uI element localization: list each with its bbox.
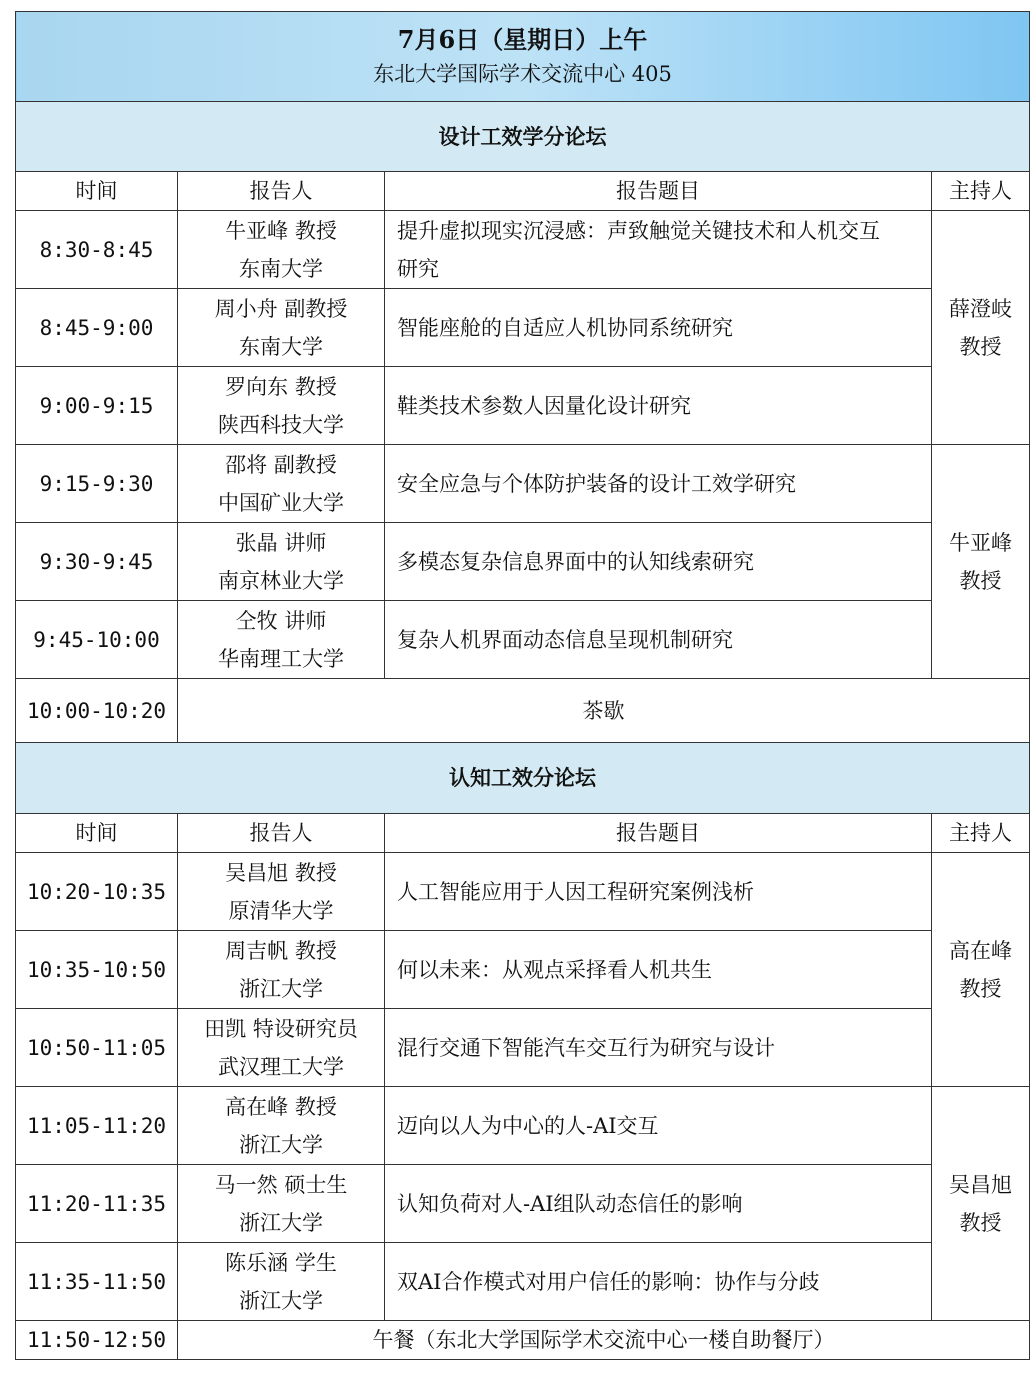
speaker-cell (178, 1243, 385, 1321)
topic-text: 智能座舱的自适应人机协同系统研究 (385, 289, 932, 367)
speaker-cell (178, 211, 385, 289)
topic-text: 何以未来：从观点采择看人机共生 (385, 931, 932, 1009)
host-name: 薛澄岐 (949, 296, 1012, 321)
table-row (16, 445, 1030, 523)
speaker-affiliation: 武汉理工大学 (218, 1054, 344, 1079)
speaker-affiliation: 陕西科技大学 (218, 412, 344, 437)
speaker-name: 马一然 硕士生 (214, 1172, 348, 1197)
speaker-cell (178, 445, 385, 523)
speaker-name: 仝牧 讲师 (235, 608, 327, 633)
host-name: 吴昌旭 (949, 1172, 1012, 1197)
speaker-cell (178, 931, 385, 1009)
lunch-row (16, 1321, 1030, 1360)
col-header-speaker: 报告人 (178, 172, 385, 211)
speaker-cell (178, 1087, 385, 1165)
table-row (16, 1009, 1030, 1087)
host-title: 教授 (959, 1210, 1002, 1235)
session-title: 7月6日（星期日）上午 (397, 24, 648, 54)
forum-title: 认知工效分论坛 (16, 743, 1030, 814)
time-cell: 8:45-9:00 (16, 289, 178, 367)
speaker-affiliation: 浙江大学 (239, 1288, 323, 1313)
speaker-affiliation: 东南大学 (239, 256, 323, 281)
topic-text: 复杂人机界面动态信息呈现机制研究 (385, 601, 932, 679)
table-row (16, 853, 1030, 931)
time-cell: 11:05-11:20 (16, 1087, 178, 1165)
speaker-affiliation: 浙江大学 (239, 1132, 323, 1157)
host-title: 教授 (959, 334, 1002, 359)
session-header (16, 12, 1030, 102)
host-cell (932, 445, 1030, 679)
topic-text: 鞋类技术参数人因量化设计研究 (385, 367, 932, 445)
session-venue: 东北大学国际学术交流中心 405 (373, 61, 672, 86)
table-row (16, 1087, 1030, 1165)
speaker-name: 陈乐涵 学生 (225, 1250, 337, 1275)
speaker-name: 张晶 讲师 (235, 530, 327, 555)
break-label: 茶歇 (178, 679, 1030, 743)
break-row (16, 679, 1030, 743)
host-title: 教授 (959, 568, 1002, 593)
speaker-affiliation: 原清华大学 (228, 898, 334, 923)
table-row (16, 211, 1030, 289)
speaker-affiliation: 东南大学 (239, 334, 323, 359)
time-cell: 9:45-10:00 (16, 601, 178, 679)
time-cell: 8:30-8:45 (16, 211, 178, 289)
speaker-name: 牛亚峰 教授 (225, 218, 337, 243)
topic-text: 人工智能应用于人因工程研究案例浅析 (385, 853, 932, 931)
col-header-topic: 报告题目 (385, 172, 932, 211)
speaker-cell (178, 367, 385, 445)
table-row (16, 289, 1030, 367)
host-name: 牛亚峰 (949, 530, 1012, 555)
host-cell (932, 1087, 1030, 1321)
topic-text: 安全应急与个体防护装备的设计工效学研究 (385, 445, 932, 523)
time-cell: 11:35-11:50 (16, 1243, 178, 1321)
topic-text: 迈向以人为中心的人-AI交互 (385, 1087, 932, 1165)
table-row (16, 523, 1030, 601)
time-cell: 9:15-9:30 (16, 445, 178, 523)
schedule-table (15, 11, 1030, 1360)
speaker-affiliation: 中国矿业大学 (218, 490, 344, 515)
speaker-name: 周小舟 副教授 (214, 296, 348, 321)
col-header-topic: 报告题目 (385, 814, 932, 853)
topic-text: 双AI合作模式对用户信任的影响：协作与分歧 (385, 1243, 932, 1321)
speaker-name: 田凯 特设研究员 (204, 1016, 358, 1041)
topic-text: 多模态复杂信息界面中的认知线索研究 (385, 523, 932, 601)
table-row (16, 367, 1030, 445)
lunch-label: 午餐（东北大学国际学术交流中心一楼自助餐厅） (178, 1321, 1030, 1360)
topic-cell (385, 211, 932, 289)
time-cell: 11:20-11:35 (16, 1165, 178, 1243)
speaker-cell (178, 523, 385, 601)
host-name: 高在峰 (949, 938, 1012, 963)
time-cell: 10:20-10:35 (16, 853, 178, 931)
speaker-cell (178, 1009, 385, 1087)
host-cell (932, 853, 1030, 1087)
col-header-host: 主持人 (932, 814, 1030, 853)
speaker-cell (178, 853, 385, 931)
speaker-cell (178, 1165, 385, 1243)
speaker-affiliation: 华南理工大学 (218, 646, 344, 671)
table-row (16, 1243, 1030, 1321)
table-row (16, 1165, 1030, 1243)
col-header-time: 时间 (16, 172, 178, 211)
speaker-affiliation: 南京林业大学 (218, 568, 344, 593)
host-title: 教授 (959, 976, 1002, 1001)
time-cell: 9:00-9:15 (16, 367, 178, 445)
time-cell: 10:50-11:05 (16, 1009, 178, 1087)
speaker-cell (178, 601, 385, 679)
speaker-name: 吴昌旭 教授 (225, 860, 337, 885)
topic-text: 提升虚拟现实沉浸感：声致触觉关键技术和人机交互 (397, 218, 880, 243)
break-time: 10:00-10:20 (16, 679, 178, 743)
forum-title: 设计工效学分论坛 (16, 102, 1030, 172)
speaker-affiliation: 浙江大学 (239, 1210, 323, 1235)
speaker-affiliation: 浙江大学 (239, 976, 323, 1001)
time-cell: 10:35-10:50 (16, 931, 178, 1009)
col-header-time: 时间 (16, 814, 178, 853)
time-cell: 9:30-9:45 (16, 523, 178, 601)
table-row (16, 931, 1030, 1009)
topic-text-continued: 研究 (397, 256, 439, 281)
speaker-name: 高在峰 教授 (225, 1094, 337, 1119)
table-row (16, 601, 1030, 679)
speaker-name: 邵将 副教授 (225, 452, 337, 477)
speaker-name: 罗向东 教授 (225, 374, 337, 399)
lunch-time: 11:50-12:50 (16, 1321, 178, 1360)
host-cell (932, 211, 1030, 445)
col-header-host: 主持人 (932, 172, 1030, 211)
topic-text: 认知负荷对人-AI组队动态信任的影响 (385, 1165, 932, 1243)
topic-text: 混行交通下智能汽车交互行为研究与设计 (385, 1009, 932, 1087)
speaker-name: 周吉帆 教授 (225, 938, 337, 963)
col-header-speaker: 报告人 (178, 814, 385, 853)
speaker-cell (178, 289, 385, 367)
